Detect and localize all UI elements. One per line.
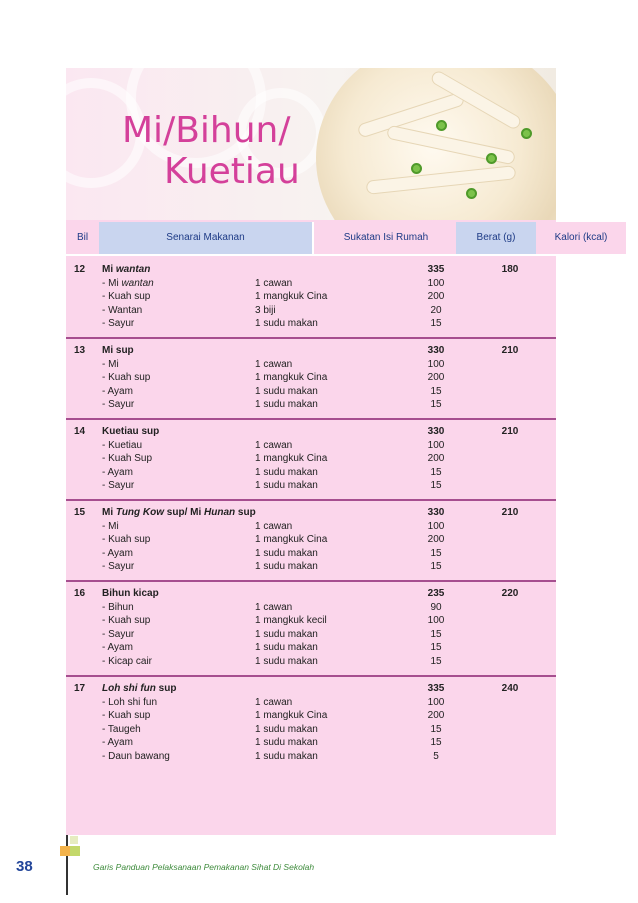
household-measure: 1 cawan [255,520,293,532]
ingredient-weight: 15 [430,399,442,410]
ingredient-row [66,398,556,412]
group-title-row [66,506,556,520]
ingredient-weight: 15 [430,466,442,478]
ingredient-name: - Daun bawang [102,750,170,762]
ingredient-weight: 15 [430,318,442,329]
household-measure: 1 sudu makan [255,723,318,735]
ingredient-row [66,439,556,453]
ingredient-weight: 15 [430,480,442,491]
ingredient-name: - Kicap cair [102,655,153,667]
ingredient-name: - Ayam [102,466,133,478]
footer-text: Garis Panduan Pelaksanaan Pemakanan Sihat Di Sekolah [93,862,315,872]
row-divider [66,418,556,420]
household-measure: 1 mangkuk kecil [255,615,327,626]
ingredient-name: - Taugeh [102,723,141,735]
ingredient-row [66,304,556,318]
food-group-17 [66,682,556,763]
footer-rule [66,835,68,895]
household-measure: 1 sudu makan [255,399,318,410]
footer-decor-square [70,846,80,856]
ingredient-weight: 100 [427,615,445,626]
ingredient-row [66,358,556,372]
ingredient-weight: 15 [430,723,442,735]
household-measure: 1 sudu makan [255,480,318,491]
household-measure: 1 sudu makan [255,642,318,653]
ingredient-row [66,520,556,534]
header-divider [66,254,556,256]
ingredient-row [66,385,556,399]
total-weight: 330 [427,426,445,437]
household-measure: 1 cawan [255,277,293,289]
ingredient-weight: 100 [427,277,445,289]
ingredient-row [66,736,556,750]
ingredient-row [66,466,556,480]
page-number: 38 [16,858,33,875]
ingredient-weight: 200 [427,453,445,464]
spring-onion [436,120,447,131]
household-measure: 1 mangkuk Cina [255,372,328,383]
household-measure: 1 sudu makan [255,318,318,329]
footer-decor-square [60,846,70,856]
ingredient-name: - Mi [102,358,119,370]
ingredient-weight: 15 [430,737,442,748]
row-number: 15 [74,507,86,518]
spring-onion [466,188,477,199]
ingredient-name: - Sayur [102,561,135,572]
ingredient-row [66,452,556,466]
food-name: Mi wantan [102,264,151,275]
group-title-row [66,682,556,696]
group-title-row [66,425,556,439]
household-measure: 1 cawan [255,439,293,451]
ingredient-weight: 15 [430,655,442,667]
ingredient-name: - Kuah sup [102,615,151,626]
ingredient-name: - Kuah Sup [102,453,153,464]
food-group-12 [66,263,556,331]
ingredient-name: - Ayam [102,547,133,559]
total-weight: 335 [427,683,445,694]
header-weight: Berat (g) [456,222,536,254]
ingredient-weight: 15 [430,385,442,397]
ingredient-name: - Kuah sup [102,291,151,302]
title-line-2: Kuetiau [164,151,300,193]
food-group-13 [66,344,556,412]
food-group-15 [66,506,556,574]
ingredient-weight: 15 [430,628,442,640]
ingredient-name: - Ayam [102,737,133,748]
ingredient-name: - Kuah sup [102,372,151,383]
ingredient-name: - Loh shi fun [102,696,158,708]
household-measure: 1 mangkuk Cina [255,453,328,464]
header-calorie: Kalori (kcal) [536,222,626,254]
ingredient-row [66,655,556,669]
ingredient-weight: 15 [430,561,442,572]
ingredient-name: - Sayur [102,480,135,491]
ingredient-row [66,750,556,764]
ingredient-name: - Mi [102,520,119,532]
ingredient-row [66,533,556,547]
calorie-value: 240 [501,683,519,694]
ingredient-name: - Bihun [102,601,134,613]
food-name: Kuetiau sup [102,426,160,437]
spring-onion [411,163,422,174]
household-measure: 1 cawan [255,696,293,708]
ingredient-row [66,709,556,723]
ingredient-row [66,277,556,291]
household-measure: 1 sudu makan [255,750,318,762]
ingredient-row [66,547,556,561]
household-measure: 3 biji [255,304,276,316]
group-title-row [66,344,556,358]
row-number: 12 [74,264,86,275]
ingredient-row [66,641,556,655]
calorie-value: 180 [501,264,519,275]
food-group-16 [66,587,556,668]
ingredient-name: - Sayur [102,318,135,329]
ingredient-weight: 200 [427,291,445,302]
household-measure: 1 mangkuk Cina [255,534,328,545]
food-name: Bihun kicap [102,588,159,599]
spring-onion [486,153,497,164]
calorie-value: 210 [501,426,519,437]
row-number: 16 [74,588,86,599]
ingredient-weight: 100 [427,439,445,451]
household-measure: 1 sudu makan [255,385,318,397]
ingredient-weight: 100 [427,520,445,532]
food-name: Mi sup [102,345,134,356]
page-title [122,110,300,193]
spring-onion [521,128,532,139]
calorie-value: 220 [501,588,519,599]
household-measure: 1 sudu makan [255,547,318,559]
ingredient-name: - Sayur [102,399,135,410]
total-weight: 330 [427,507,445,518]
calorie-value: 210 [501,507,519,518]
ingredient-row [66,290,556,304]
household-measure: 1 sudu makan [255,737,318,748]
ingredient-row [66,614,556,628]
household-measure: 1 mangkuk Cina [255,291,328,302]
ingredient-weight: 90 [430,601,442,613]
ingredient-row [66,628,556,642]
food-name: Loh shi fun sup [102,683,177,694]
ingredient-weight: 20 [430,304,442,316]
food-name: Mi Tung Kow sup/ Mi Hunan sup [102,507,256,518]
ingredient-row [66,696,556,710]
group-title-row [66,587,556,601]
row-divider [66,675,556,677]
row-divider [66,580,556,582]
ingredient-name: - Mi wantan [102,277,154,289]
ingredient-weight: 100 [427,358,445,370]
row-number: 17 [74,683,86,694]
ingredient-weight: 100 [427,696,445,708]
total-weight: 235 [427,588,445,599]
ingredient-row [66,479,556,493]
row-divider [66,499,556,501]
header-food-list: Senarai Makanan [99,222,314,254]
ingredient-row [66,560,556,574]
ingredient-weight: 200 [427,534,445,545]
household-measure: 1 sudu makan [255,655,318,667]
ingredient-row [66,601,556,615]
ingredient-weight: 200 [427,710,445,721]
ingredient-name: - Kuah sup [102,534,151,545]
total-weight: 330 [427,345,445,356]
table-header [66,222,608,254]
ingredient-name: - Ayam [102,385,133,397]
ingredient-row [66,317,556,331]
total-weight: 335 [427,264,445,275]
ingredient-name: - Kuetiau [102,439,143,451]
ingredient-row [66,723,556,737]
title-line-1: Mi/Bihun/ [122,110,291,151]
ingredient-weight: 5 [433,750,439,762]
row-number: 14 [74,426,86,437]
ingredient-weight: 15 [430,642,442,653]
ingredient-name: - Wantan [102,304,143,316]
ingredient-weight: 15 [430,547,442,559]
ingredient-weight: 200 [427,372,445,383]
calorie-value: 210 [501,345,519,356]
row-number: 13 [74,345,86,356]
household-measure: 1 mangkuk Cina [255,710,328,721]
food-group-14 [66,425,556,493]
ingredient-row [66,371,556,385]
household-measure: 1 cawan [255,358,293,370]
group-title-row [66,263,556,277]
household-measure: 1 sudu makan [255,628,318,640]
ingredient-name: - Kuah sup [102,710,151,721]
household-measure: 1 sudu makan [255,466,318,478]
ingredient-name: - Sayur [102,628,135,640]
row-divider [66,337,556,339]
ingredient-name: - Ayam [102,642,133,653]
footer-decor-square [70,836,78,844]
header-household-measure: Sukatan Isi Rumah [316,222,456,254]
household-measure: 1 cawan [255,601,293,613]
household-measure: 1 sudu makan [255,561,318,572]
header-bil: Bil [66,222,99,254]
